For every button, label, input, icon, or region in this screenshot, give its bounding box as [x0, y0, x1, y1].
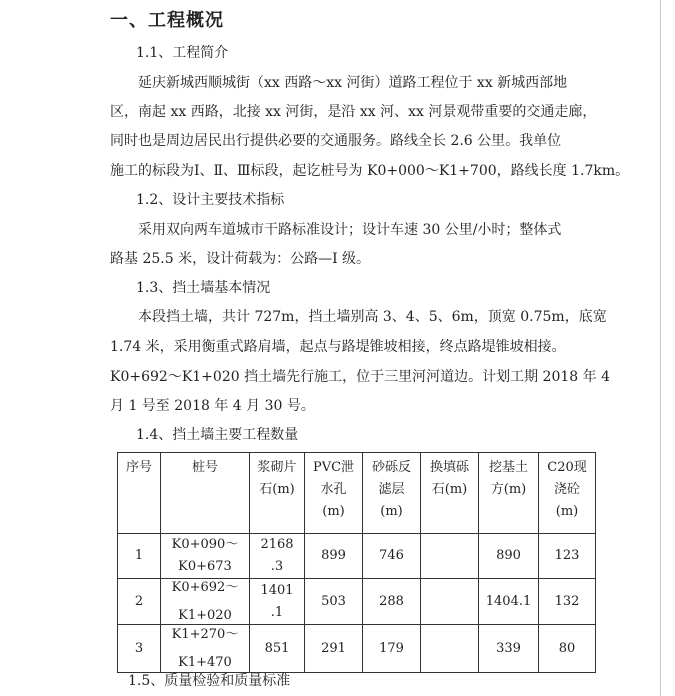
quantity-table	[117, 452, 596, 673]
table-header-cell: 浆砌片 石(m)	[250, 453, 305, 534]
page-edge-line	[660, 0, 661, 696]
table-header-cell: 砂砾反 滤层 (m)	[363, 453, 421, 534]
table-cell: 2168 .3	[250, 534, 305, 579]
subsection-title-1-3: 1.3、挡土墙基本情况	[136, 280, 271, 296]
paragraph-line: 路基 25.5 米，设计荷载为：公路—I 级。	[110, 251, 371, 267]
table-cell: 288	[363, 579, 421, 625]
subsection-title-1-5: 1.5、质量检验和质量标准	[128, 673, 291, 689]
table-cell: 339	[479, 625, 539, 673]
paragraph-line: 月 1 号至 2018 年 4 月 30 号。	[110, 398, 315, 414]
table-row	[118, 534, 596, 579]
table-cell: 899	[305, 534, 363, 579]
table-header-cell: 换填砾 石(m)	[421, 453, 479, 534]
table-header-cell: 挖基土 方(m)	[479, 453, 539, 534]
subsection-title-1-1: 1.1、工程简介	[136, 45, 229, 61]
table-cell: 80	[539, 625, 596, 673]
table-cell: 291	[305, 625, 363, 673]
table-header-cell: C20现 浇砼 (m)	[539, 453, 596, 534]
section-heading: 一、工程概况	[110, 10, 224, 31]
table-row	[118, 625, 596, 673]
table-cell: 503	[305, 579, 363, 625]
table-cell: K0+692～ K1+020	[161, 579, 250, 625]
table-cell: K0+090～ K0+673	[161, 534, 250, 579]
subsection-title-1-2: 1.2、设计主要技术指标	[136, 192, 285, 208]
table-cell: 746	[363, 534, 421, 579]
paragraph-line: 施工的标段为Ⅰ、Ⅱ、Ⅲ标段，起讫桩号为 K0+000～K1+700，路线长度 1.7km。	[110, 163, 630, 179]
paragraph-line: 本段挡土墙，共计 727m，挡土墙别高 3、4、5、6m，顶宽 0.75m，底宽	[138, 309, 607, 325]
table-cell: 890	[479, 534, 539, 579]
paragraph-line: 区，南起 xx 西路，北接 xx 河街，是沿 xx 河、xx 河景观带重要的交通走廊，	[110, 104, 597, 120]
table-cell: 132	[539, 579, 596, 625]
paragraph-line: 1.74 米，采用衡重式路肩墙，起点与路堤锥坡相接，终点路堤锥坡相接。	[110, 339, 566, 355]
table-cell	[421, 534, 479, 579]
table-cell: 179	[363, 625, 421, 673]
table-cell: 2	[118, 579, 161, 625]
table-cell: 1	[118, 534, 161, 579]
table-cell: 1401 .1	[250, 579, 305, 625]
table-cell: K1+270～ K1+470	[161, 625, 250, 673]
table-cell: 123	[539, 534, 596, 579]
table-cell: 1404.1	[479, 579, 539, 625]
table-cell	[421, 579, 479, 625]
table-header-cell: 桩号	[161, 453, 250, 534]
subsection-title-1-4: 1.4、挡土墙主要工程数量	[136, 427, 299, 443]
paragraph-line: 采用双向两车道城市干路标准设计；设计车速 30 公里/小时；整体式	[138, 222, 562, 238]
table-header-cell: 序号	[118, 453, 161, 534]
table-cell	[421, 625, 479, 673]
table-row	[118, 579, 596, 625]
table-cell: 851	[250, 625, 305, 673]
paragraph-line: 同时也是周边居民出行提供必要的交通服务。路线全长 2.6 公里。我单位	[110, 133, 562, 149]
paragraph-line: 延庆新城西顺城街（xx 西路～xx 河街）道路工程位于 xx 新城西部地	[138, 75, 568, 91]
table-header-cell: PVC泄 水孔 (m)	[305, 453, 363, 534]
paragraph-line: K0+692～K1+020 挡土墙先行施工，位于三里河河道边。计划工期 2018 年 4	[110, 369, 610, 385]
table-cell: 3	[118, 625, 161, 673]
table-header-row	[118, 453, 596, 534]
